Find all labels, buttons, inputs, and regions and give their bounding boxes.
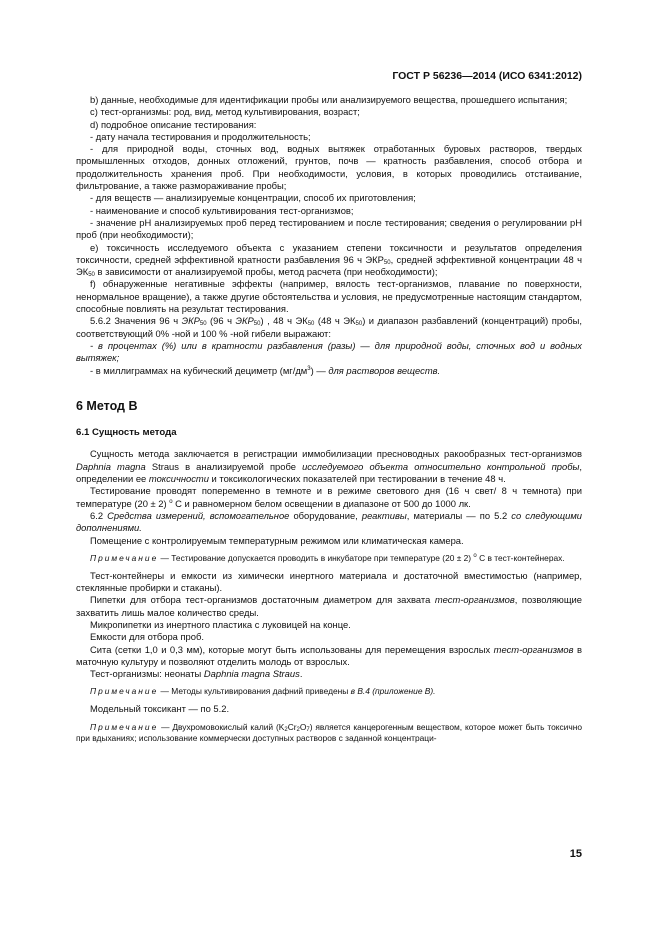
paragraph-climate-chamber: Помещение с контролируемым температурным режимом или климатическая камера. — [90, 534, 464, 546]
item-c: c) тест-организмы: род, вид, метод культивирования, возраст; — [90, 106, 360, 118]
document-header: ГОСТ Р 56236—2014 (ИСО 6341:2012) — [392, 70, 582, 82]
bullet-percent: - в процентах (%) или в кратности разбавления (разы) — для природной воды, сточных вод и водных вытяжек; — [76, 339, 582, 364]
item-d-4: - наименование и способ культивирования тест-организмов; — [90, 204, 354, 216]
item-f: f) обнаруженные негативные эффекты (например, вялость тест-организмов, плавание по поверхности, ненормальное вращение), а также другие обстоятельства и условия, не предусмотренные настоящим стандартом, способные повлиять на результат тестирования. — [76, 278, 582, 315]
document-body — [76, 94, 582, 744]
paragraph-micropipettes: Микропипетки из инертного пластика с луковицей на конце. — [90, 618, 351, 630]
paragraph-sieves: Сита (сетки 1,0 и 0,3 мм), которые могут быть использованы для перемещения взрослых тест-организмов в маточную культуру и позволяют отделить молодь от взрослых. — [76, 643, 582, 667]
item-d-2: - для природной воды, сточных вод, водных вытяжек отработанных буровых растворов, твердых промышленных отходов, донных отложений, грунтов, почв — кратность разбавления, способ отбора и продолжительность хранения проб. При необходимости, условия, в которых проводились отстаивание, фильтрование, а также размораживание пробы; — [76, 143, 582, 192]
clause-5-6-2: 5.6.2 Значения 96 ч $ЭКР_{50}$ (96 ч $ЭКР_{50}$) , 48 ч $ЭК_{50}$ (48 ч $ЭК_{50}$) и диапазон разбавлений (концентраций) пробы, соответствующий 0% -ной и 100 % -ной гибели выражают: — [76, 315, 582, 339]
paragraph-6-2: 6.2 Средства измерений, вспомогательное оборудование, реактивы, материалы — по 5.2 со следующими дополнениями. — [76, 509, 582, 534]
paragraph-containers: Тест-контейнеры и емкости из химически инертного материала и достаточной вместимостью (например, стеклянные пробирки и стаканы). — [76, 569, 582, 594]
note-cultivation: Примечание — Методы культивирования дафний приведены в В.4 (приложение В). — [90, 686, 436, 697]
note-dichromate: Примечание — Двухромовокислый калий $(K_2Cr_2O_7)$ является канцерогенным веществом, которое может быть токсично при вдыханиях; использование коммерчески доступных растворов с заданной концентраци- — [76, 721, 583, 743]
bullet-mg: - в миллиграммах на кубический дециметр $(мг/дм^3)$ — для растворов веществ. — [90, 364, 441, 376]
item-b: b) данные, необходимые для идентификации пробы или анализируемого вещества, прошедшего испытания; — [90, 94, 568, 105]
item-d: d) подробное описание тестирования: — [90, 118, 257, 130]
paragraph-pipettes: Пипетки для отбора тест-организмов достаточным диаметром для захвата тест-организмов, позволяющие захватить лишь малое количество среды. — [76, 594, 582, 618]
page-number: 15 — [569, 848, 582, 860]
item-d-5: - значение pH анализируемых проб перед тестированием и после тестирования; сведения о регулировании pH проб (при необходимости); — [76, 216, 582, 241]
item-e: e) токсичность исследуемого объекта с указанием степени токсичности и результатов определения токсичности, средней эффективной кратности разбавления 96 ч $ЭКР_{50}$, средней эффективной концентрации 48 ч $ЭК_{50}$ в зависимости от анализируемой пробы, метод расчета (при необходимости); — [76, 241, 582, 279]
paragraph-test-organisms: Тест-организмы: неонаты Daphnia magna Straus. — [90, 668, 303, 680]
item-d-3: - для веществ — анализируемые концентрации, способ их приготовления; — [90, 192, 416, 204]
item-d-1: - дату начала тестирования и продолжительность; — [90, 130, 311, 142]
paragraph-sample-containers: Емкости для отбора проб. — [90, 631, 204, 643]
paragraph-testing-conditions: Тестирование проводят попеременно в темноте и в режиме светового дня (16 ч свет/ 8 ч темнота) при температуре (20 ± 2) $^o$ С и равномерном белом освещении в диапазоне от 500 до 1000 лк. — [76, 485, 582, 509]
subsection-6-1-title: 6.1 Сущность метода — [76, 427, 177, 439]
section-6-title: 6 Метод В — [76, 398, 138, 413]
paragraph-method-essence: Сущность метода заключается в регистрации иммобилизации пресноводных ракообразных тест-организмов Daphnia magna Straus в анализируемой пробе исследуемого объекта относительно контрольной пробы, определении ее токсичности и токсикологических показателей при тестировании в течение 48 ч. — [76, 448, 582, 485]
note-incubator: Примечание — Тестирование допускается проводить в инкубаторе при температуре (20 ± 2) $^o$ С в тест-контейнерах. — [90, 552, 565, 563]
paragraph-model-toxicant: Модельный токсикант — по 5.2. — [90, 703, 230, 715]
